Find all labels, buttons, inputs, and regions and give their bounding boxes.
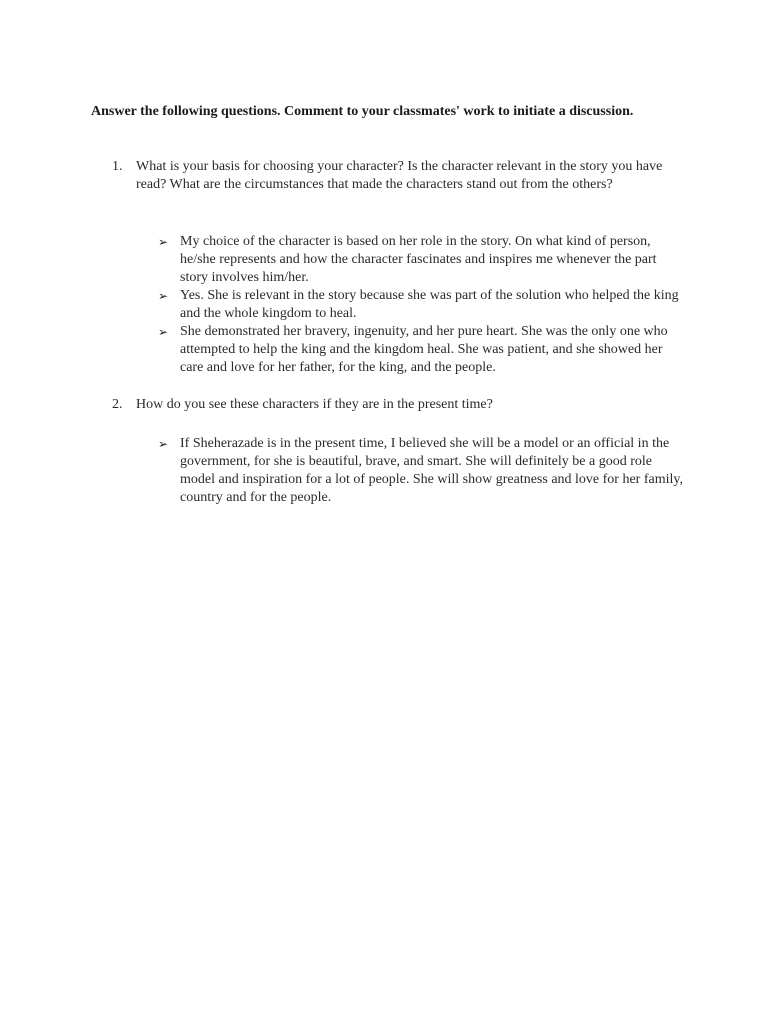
answer-item: [158, 323, 688, 377]
question-number: 2.: [112, 397, 123, 412]
arrowhead-bullet-icon: ➢: [158, 289, 169, 303]
arrowhead-bullet-icon: ➢: [158, 437, 169, 451]
arrowhead-bullet-icon: ➢: [158, 235, 169, 249]
answer-text: She demonstrated her bravery, ingenuity, and her pure heart. She was the only one who attempted to help the king and the kingdom heal. She was patient, and she showed her care and love for her father, for the king, and the people.: [180, 324, 668, 375]
answer-text: If Sheherazade is in the present time, I believed she will be a model or an official in the government, for she is beautiful, brave, and smart. She will definitely be a good role model and inspiration for a lot of people. She will show greatness and love for her family, country and for the people.: [180, 436, 683, 505]
answer-item: [158, 233, 688, 287]
answer-text: My choice of the character is based on her role in the story. On what kind of person, he/she represents and how the character fascinates and inspires me whenever the part story involves him/her.: [180, 234, 657, 285]
answer-item: [158, 287, 688, 323]
question-number: 1.: [112, 159, 123, 174]
question-text: What is your basis for choosing your character? Is the character relevant in the story you have read? What are the circumstances that made the characters stand out from the others?: [136, 159, 663, 192]
answer-list-1: [158, 233, 688, 377]
answer-list-2: [158, 435, 688, 507]
question-text: How do you see these characters if they are in the present time?: [136, 397, 493, 412]
answer-item: [158, 435, 688, 507]
instructions-heading: Answer the following questions. Comment to your classmates' work to initiate a discussion.: [91, 104, 634, 119]
answer-text: Yes. She is relevant in the story because she was part of the solution who helped the king and the whole kingdom to heal.: [180, 288, 679, 321]
arrowhead-bullet-icon: ➢: [158, 325, 169, 339]
